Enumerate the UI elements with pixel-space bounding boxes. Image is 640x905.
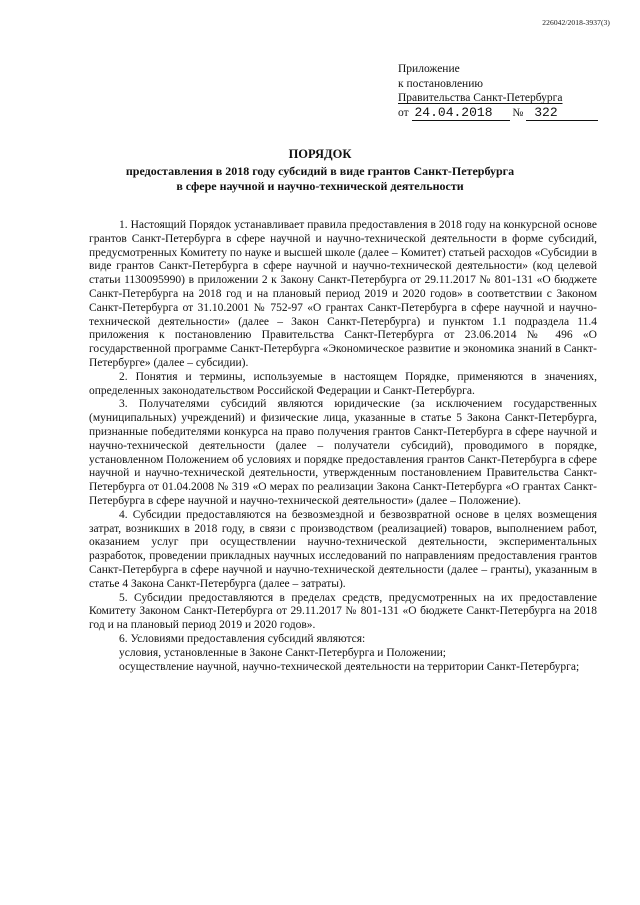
appendix-line-3: Правительства Санкт-Петербурга xyxy=(398,92,563,104)
title-line-1: ПОРЯДОК xyxy=(288,147,352,161)
paragraph-3: 3. Получателями субсидий являются юридические (за исключением государственных (муниципальных) учреждений) и физические лица, указанные в статье 5 Закона Санкт-Петербурга, признанные победителями конкурса на право получения грантов Санкт-Петербурга в сфере научной и научно-технической деятельности (далее – получатели субсидий), проводимого в порядке, установленном Положением об условиях и порядке предоставления грантов Санкт-Петербурга в сфере научной и научно-технической деятельности, утвержденным постановлением Правительства Санкт-Петербурга от 01.04.2008 № 319 «О мерах по реализации Закона Санкт-Петербурга «О грантах Санкт-Петербурга в сфере научной и научно-технической деятельности» (далее – Положение). xyxy=(89,398,597,507)
title-line-3: в сфере научной и научно-технической деятельности xyxy=(176,179,464,193)
paragraph-6: 6. Условиями предоставления субсидий являются: xyxy=(119,632,366,645)
paragraph-5: 5. Субсидии предоставляются в пределах средств, предусмотренных на их предоставление Комитету Законом Санкт-Петербурга от 29.11.2017 № 801-131 «О бюджете Санкт-Петербурга на 2018 год и на плановый период 2019 и 2020 годов». xyxy=(89,591,597,632)
appendix-line-2: к постановлению xyxy=(398,77,483,90)
document-number: 226042/2018-3937(3) xyxy=(542,18,610,27)
title-line-2: предоставления в 2018 году субсидий в виде грантов Санкт-Петербурга xyxy=(125,163,515,178)
paragraph-4: 4. Субсидии предоставляются на безвозмездной и безвозвратной основе в целях возмещения затрат, возникших в 2018 году, в связи с производством (реализацией) товаров, выполнением работ, оказанием услуг при осуществлении научно-технической деятельности, экспериментальных разработок, проведении прикладных научных исследований по направлениям предоставления грантов Санкт-Петербурга в сфере научной и научно-технической деятельности (далее – гранты), указанным в статье 4 Закона Санкт-Петербурга (далее – затраты). xyxy=(89,508,597,590)
appendix-block xyxy=(398,62,598,121)
appendix-date-row xyxy=(398,106,598,122)
date-prefix: от xyxy=(398,106,409,119)
document-date: 24.04.2018 xyxy=(412,106,510,122)
paragraph-8: осуществление научной, научно-технической деятельности на территории Санкт-Петербурга; xyxy=(119,660,580,673)
paragraph-2: 2. Понятия и термины, используемые в настоящем Порядке, применяются в значениях, определенных законодательством Российской Федерации и Санкт-Петербурга. xyxy=(89,370,597,397)
appendix-line-1: Приложение xyxy=(398,63,460,75)
document-number-value: 322 xyxy=(526,106,598,122)
number-prefix: № xyxy=(512,106,524,119)
paragraph-1: 1. Настоящий Порядок устанавливает правила предоставления в 2018 году на конкурсной основе грантов Санкт-Петербурга в сфере научной и научно-технической деятельности в форме субсидий, предусмотренных Комитету по науке и высшей школе (далее – Комитет) статьей расходов «Субсидии в виде грантов Санкт-Петербурга в сфере научной и научно-технической деятельности» (код целевой статьи 1130095990) в приложении 2 к Закону Санкт-Петербурга от 29.11.2017 № 801-131 «О бюджете Санкт-Петербурга на 2018 год и на плановый период 2019 и 2020 годов» в соответствии с Законом Санкт-Петербурга от 31.10.2001 № 752-97 «О грантах Санкт-Петербурга в сфере научной и научно-технической деятельности» (далее – Закон Санкт-Петербурга) и пунктом 1.1 подраздела 11.4 приложения к постановлению Правительства Санкт-Петербурга от 23.06.2014 № 496 «О государственной программе Санкт-Петербурга «Экономическое развитие и экономика знаний в Санкт-Петербурге» (далее – субсидии). xyxy=(89,219,597,369)
document-body xyxy=(89,219,597,674)
document-title xyxy=(80,147,560,195)
paragraph-7: условия, установленные в Законе Санкт-Петербурга и Положении; xyxy=(119,646,446,659)
